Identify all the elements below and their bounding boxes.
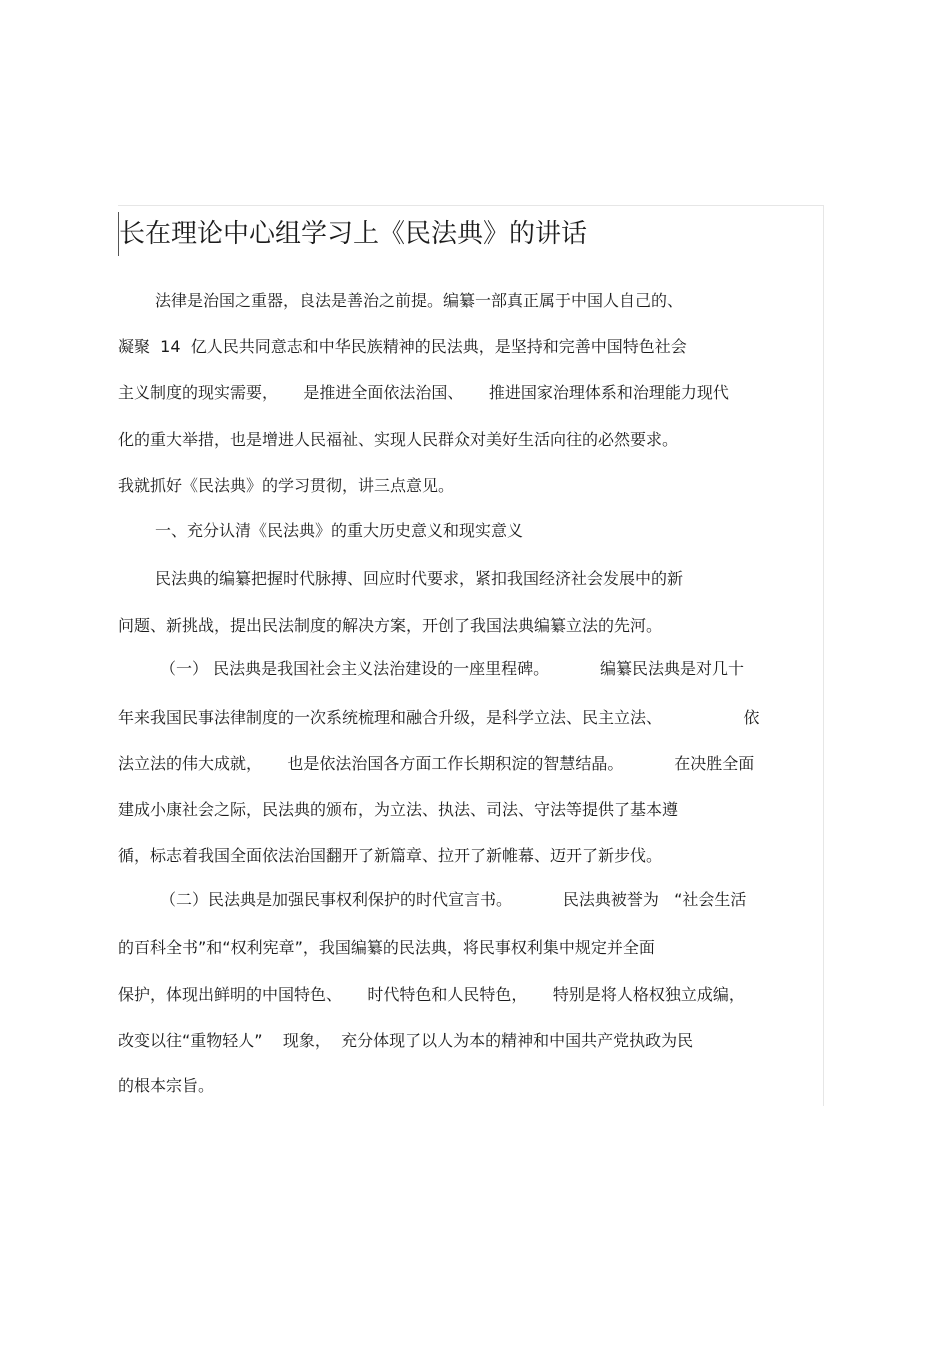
paragraph-line: 的百科全书”和“权利宪章”，我国编纂的民法典，将民事权利集中规定并全面 — [118, 938, 655, 957]
paragraph-line: 保护，体现出鲜明的中国特色、 时代特色和人民特色， 特别是将人格权独立成编， — [118, 985, 745, 1004]
paragraph-line: 循，标志着我国全面依法治国翻开了新篇章、拉开了新帷幕、迈开了新步伐。 — [118, 846, 663, 865]
paragraph-line: （二）民法典是加强民事权利保护的时代宣言书。 民法典被誉为 “社会生活 — [160, 890, 747, 909]
paragraph-line: 问题、新挑战，提出民法制度的解决方案，开创了我国法典编纂立法的先河。 — [118, 616, 663, 635]
document-title: 长在理论中心组学习上《民法典》的讲话 — [119, 219, 588, 249]
paragraph-line: 改变以往“重物轻人” 现象， 充分体现了以人为本的精神和中国共产党执政为民 — [118, 1031, 694, 1050]
paragraph-line: 建成小康社会之际，民法典的颁布，为立法、执法、司法、守法等提供了基本遵 — [118, 800, 679, 819]
paragraph-line: 化的重大举措，也是增进人民福祉、实现人民群众对美好生活向往的必然要求。 — [118, 430, 679, 449]
paragraph-line: （一） 民法典是我国社会主义法治建设的一座里程碑。 编纂民法典是对几十 — [160, 659, 744, 678]
paragraph-line: 年来我国民事法律制度的一次系统梳理和融合升级，是科学立法、民主立法、 依 — [118, 708, 760, 727]
section-heading: 一、充分认清《民法典》的重大历史意义和现实意义 — [155, 521, 524, 540]
paragraph-line: 凝聚 14 亿人民共同意志和中华民族精神的民法典，是坚持和完善中国特色社会 — [118, 337, 687, 356]
paragraph-line: 我就抓好《民法典》的学习贯彻，讲三点意见。 — [118, 476, 455, 495]
paragraph-line: 法律是治国之重器，良法是善治之前提。编纂一部真正属于中国人自己的、 — [155, 291, 684, 310]
paragraph-line: 法立法的伟大成就， 也是依法治国各方面工作长期积淀的智慧结晶。 在决胜全面 — [118, 754, 755, 773]
paragraph-line: 主义制度的现实需要， 是推进全面依法治国、 推进国家治理体系和治理能力现代 — [118, 383, 729, 402]
paragraph-line: 的根本宗旨。 — [118, 1076, 215, 1095]
paragraph-line: 民法典的编纂把握时代脉搏、回应时代要求，紧扣我国经济社会发展中的新 — [155, 569, 684, 588]
